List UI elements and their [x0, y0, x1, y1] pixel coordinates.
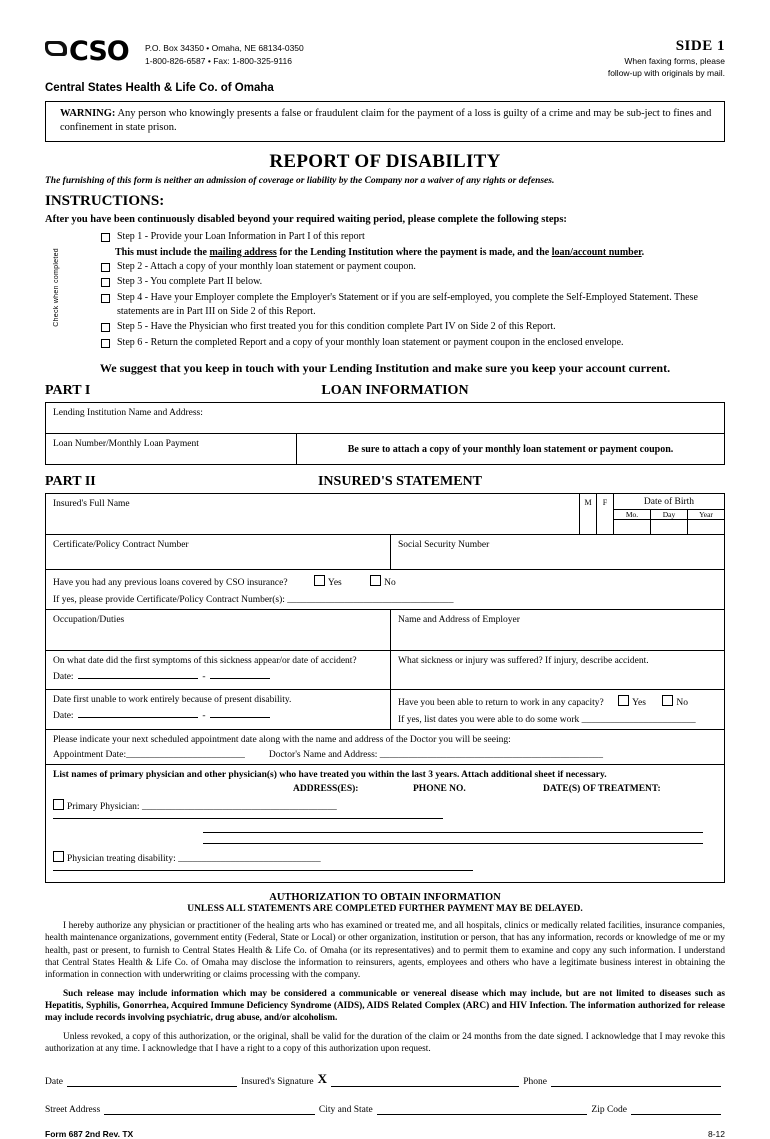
appointment-date-line[interactable]: Appointment Date:_________________________ [53, 749, 245, 760]
attach-note [296, 434, 724, 464]
if-yes-dates-line[interactable]: If yes, list dates you were able to do some work ________________________ [398, 714, 696, 725]
return-to-work-field[interactable] [390, 690, 724, 729]
first-symptoms-label: On what date did the first symptoms of this sickness appear/or date of accident? [53, 655, 357, 666]
attach-note-text: Be sure to attach a copy of your monthly loan statement or payment coupon. [347, 443, 674, 455]
authorization-paragraph-3: Unless revoked, a copy of this authorization, or the original, shall be valid for the duration of the claim or 24 months from the date signed. I acknowledge that I may revoke this authorization at any time. I acknowledge that I have a right to a copy of this authorization upon request. [45, 1031, 725, 1055]
physician-list-section [46, 765, 724, 882]
doctor-name-line[interactable]: Doctor's Name and Address: _______________________________________________ [268, 749, 604, 760]
sickness-description-field[interactable] [390, 651, 724, 689]
step-checkbox[interactable] [101, 294, 110, 303]
step-item[interactable] [101, 230, 725, 244]
step-item[interactable] [101, 291, 725, 319]
gender-f-column[interactable] [596, 494, 613, 534]
warning-label: WARNING: [60, 108, 116, 119]
step1-note-mid: for the Lending Institution where the payment is made, and the [276, 246, 552, 258]
step1-note-underline-2: loan/account number [551, 246, 642, 258]
prev-loans-yes-label: Yes [327, 577, 342, 588]
zip-label: Zip Code [591, 1105, 628, 1116]
physician-treating-row[interactable] [53, 851, 717, 874]
signature-x-mark: X [317, 1071, 328, 1087]
gender-f-label: F [602, 497, 608, 507]
side-sub-2: follow-up with originals by mail. [607, 68, 725, 79]
occupation-label: Occupation/Duties [53, 614, 125, 625]
date-of-birth-field[interactable] [613, 494, 724, 534]
dob-year-input[interactable] [687, 520, 724, 534]
logo-text: CSO [69, 36, 129, 67]
unable-date-label: Date: [53, 710, 74, 721]
certificate-number-field[interactable] [46, 535, 390, 569]
instructions-lead: After you have been continuously disabled beyond your required waiting period, please complete the following steps: [45, 214, 567, 226]
cso-logo [45, 38, 145, 65]
physician-extra-line-1[interactable] [203, 831, 703, 833]
loan-number-label: Loan Number/Monthly Loan Payment [53, 438, 199, 449]
street-address-label: Street Address [45, 1105, 101, 1116]
form-number: Form 687 2nd Rev. TX [45, 1129, 134, 1139]
insured-statement-box [45, 493, 725, 883]
zip-input[interactable] [631, 1103, 721, 1115]
dob-month-input[interactable] [614, 520, 650, 534]
prev-loans-no-checkbox[interactable] [370, 575, 381, 586]
lending-institution-label: Lending Institution Name and Address: [53, 407, 203, 418]
address-line-1: P.O. Box 34350 • Omaha, NE 68134-0350 [145, 43, 304, 53]
primary-physician-checkbox[interactable] [53, 799, 64, 810]
step-label: Step 1 - Provide your Loan Information in Part I of this report [117, 231, 365, 243]
employer-field[interactable] [390, 610, 724, 650]
instructions-heading: INSTRUCTIONS: [45, 193, 165, 210]
dob-day-label: Day [650, 510, 687, 519]
return-work-yes-checkbox[interactable] [618, 695, 629, 706]
prev-loans-yes-checkbox[interactable] [314, 575, 325, 586]
company-name: Central States Health & Life Co. of Omaha [45, 82, 274, 94]
dob-year-label: Year [687, 510, 724, 519]
symptoms-date-input-2[interactable] [210, 678, 270, 679]
form-code: 8-12 [707, 1129, 725, 1139]
part2-title: INSURED'S STATEMENT [317, 473, 483, 489]
physician-treating-checkbox[interactable] [53, 851, 64, 862]
step-item[interactable] [101, 320, 725, 334]
dob-day-input[interactable] [650, 520, 687, 534]
phone-input[interactable] [551, 1075, 721, 1087]
step-item[interactable] [101, 275, 725, 289]
step-label: Step 6 - Return the completed Report and a copy of your monthly loan statement or payment coupon in the enclosed envelope. [117, 336, 624, 348]
insured-signature-input[interactable] [331, 1075, 519, 1087]
first-symptoms-field[interactable]: On what date did the first symptoms of this sickness appear/or date of accident? Date: - [53, 655, 357, 682]
primary-physician-label: Primary Physician: _________________________________________ [67, 801, 337, 812]
logo-mark-icon [45, 41, 67, 56]
gender-m-column[interactable] [579, 494, 596, 534]
signature-row-2 [45, 1103, 725, 1115]
date-unable-label: Date first unable to work entirely because of present disability. [53, 694, 292, 705]
city-state-input[interactable] [377, 1103, 588, 1115]
date-input[interactable] [67, 1075, 237, 1087]
step1-note-underline-1: mailing address [209, 246, 277, 258]
certificate-number-label: Certificate/Policy Contract Number [53, 539, 189, 550]
physician-extra-line-2[interactable] [203, 842, 703, 844]
step-checkbox[interactable] [101, 278, 110, 287]
part1-title: LOAN INFORMATION [321, 382, 469, 398]
part2-label: PART II [45, 473, 96, 489]
return-work-no-label: No [676, 697, 688, 708]
step1-note [115, 246, 725, 260]
authorization-subtitle: UNLESS ALL STATEMENTS ARE COMPLETED FURTHER PAYMENT MAY BE DELAYED. [187, 903, 583, 914]
unable-date-input[interactable] [78, 717, 198, 718]
column-header-dates: DATE(S) OF TREATMENT: [543, 783, 661, 794]
page-footer [45, 1129, 725, 1139]
physician-list-instruction: List names of primary physician and other physician(s) who have treated you within the last 3 years. Attach additional sheet if necessary. [53, 769, 607, 780]
next-appointment-label: Please indicate your next scheduled appointment date along with the name and address of the Doctor you will be seeing: [53, 734, 511, 745]
step1-note-end: . [641, 246, 645, 258]
physician-treating-label: Physician treating disability: ______________________________ [67, 853, 321, 864]
symptoms-date-label: Date: [53, 671, 74, 682]
column-header-address: ADDRESS(ES): [293, 783, 359, 794]
step-label: Step 5 - Have the Physician who first treated you for this condition complete Part IV on Side 2 of this Report. [117, 321, 556, 333]
ssn-field[interactable] [390, 535, 724, 569]
page-title: REPORT OF DISABILITY [269, 151, 501, 173]
insured-signature-label: Insured's Signature [240, 1077, 314, 1088]
if-yes-cert-line[interactable]: If yes, please provide Certificate/Policy Contract Number(s): ___________________________________ [53, 594, 454, 605]
next-appointment-field[interactable] [46, 730, 724, 764]
side-sub-1: When faxing forms, please [624, 56, 725, 66]
step-checkbox[interactable] [101, 323, 110, 332]
step-label: Step 4 - Have your Employer complete the Employer's Statement or if you are self-employed, you complete the Self-Employed Statement. These statements are in Part III on Side 2 of this Report. [117, 291, 698, 317]
dob-label: Date of Birth [614, 494, 724, 510]
city-state-label: City and State [318, 1105, 373, 1116]
symptoms-date-input[interactable] [78, 678, 198, 679]
gender-m-label: M [584, 497, 592, 507]
insured-name-label: Insured's Full Name [53, 498, 130, 509]
employer-label: Name and Address of Employer [398, 614, 520, 625]
date-unable-field[interactable]: Date first unable to work entirely because of present disability. Date: - [53, 694, 292, 721]
column-header-phone: PHONE NO. [413, 783, 466, 794]
company-address [145, 38, 535, 68]
address-line-2: 1-800-826-6587 • Fax: 1-800-325-9116 [145, 55, 292, 66]
return-to-work-label: Have you been able to return to work in any capacity? [398, 697, 604, 708]
occupation-field[interactable] [46, 610, 390, 650]
return-work-yes-label: Yes [632, 697, 646, 708]
dob-month-label: Mo. [625, 509, 639, 519]
warning-text: Any person who knowingly presents a false or fraudulent claim for the payment of a loss is guilty of a crime and may be sub-ject to fines and confinement in state prison. [60, 108, 712, 134]
page-subtitle: The furnishing of this form is neither an admission of coverage or liability by the Company nor a waiver of any rights or defenses. [45, 176, 555, 187]
previous-loans-label: Have you had any previous loans covered by CSO insurance? [53, 577, 288, 588]
suggestion-text: We suggest that you keep in touch with your Lending Institution and make sure you keep your account current. [99, 360, 671, 375]
signature-row-1 [45, 1071, 725, 1087]
step-label: Step 2 - Attach a copy of your monthly loan statement or payment coupon. [117, 260, 416, 272]
date-label: Date [45, 1077, 63, 1088]
prev-loans-no-label: No [384, 577, 396, 588]
authorization-title: AUTHORIZATION TO OBTAIN INFORMATION [269, 891, 501, 903]
loan-information-box [45, 402, 725, 465]
part2-header [45, 474, 725, 490]
side-indicator [535, 38, 725, 80]
steps-list [45, 230, 725, 350]
part1-header [45, 383, 725, 399]
primary-physician-row[interactable] [53, 799, 717, 822]
loan-number-field[interactable] [46, 434, 296, 464]
step1-note-prefix: This must include the [115, 246, 210, 258]
return-work-no-checkbox[interactable] [662, 695, 673, 706]
step-checkbox[interactable] [101, 263, 110, 272]
warning-box [45, 101, 725, 142]
phone-label: Phone [523, 1077, 547, 1088]
insured-name-field[interactable] [46, 494, 579, 534]
step-label: Step 3 - You complete Part II below. [117, 276, 263, 288]
part1-label: PART I [45, 382, 91, 398]
authorization-paragraph-2: Such release may include information which may be considered a communicable or venereal disease which may include, but are not limited to diseases such as Hepatitis, Syphilis, Gonorrhea, Acquired Immune Deficiency Syndrome (AIDS), AIDS Related Complex (ARC) and HIV Infection. The information authorized for release may include records involving psychiatric, drug abuse, and/or alcoholism. [45, 988, 725, 1024]
unable-date-input-2[interactable] [210, 717, 270, 718]
step-checkbox[interactable] [101, 233, 110, 242]
authorization-paragraph-1: I hereby authorize any physician or practitioner of the healing arts who has examined or treated me, and all hospitals, clinics or medically related facilities, insurance companies, health maintenance organizations, government entity (Federal, State or Local) or other organization, institution or person, that has any information, records or knowledge of me or my health, past or present, to furnish to Central States Health & Life Co. of Omaha (or its representatives) and to permit them to examine and copy any such information. I understand that Central States Health & Life Co. of Omaha may disclose the information to reinsurers, agents, employees and others who have a legitimate business interest in obtaining the information in connection with underwriting or claims processing with the company. [45, 920, 725, 981]
previous-loans-field[interactable] [46, 570, 724, 609]
ssn-label: Social Security Number [398, 539, 490, 550]
street-address-input[interactable] [104, 1103, 315, 1115]
lending-institution-field[interactable] [46, 403, 724, 433]
sickness-description-label: What sickness or injury was suffered? If injury, describe accident. [398, 655, 649, 666]
side-title: SIDE 1 [675, 38, 725, 54]
page-header [45, 38, 725, 86]
step-checkbox[interactable] [101, 339, 110, 348]
step-item[interactable] [101, 336, 725, 350]
step-item[interactable] [101, 260, 725, 274]
check-when-completed-note: Check when completed [53, 248, 60, 328]
